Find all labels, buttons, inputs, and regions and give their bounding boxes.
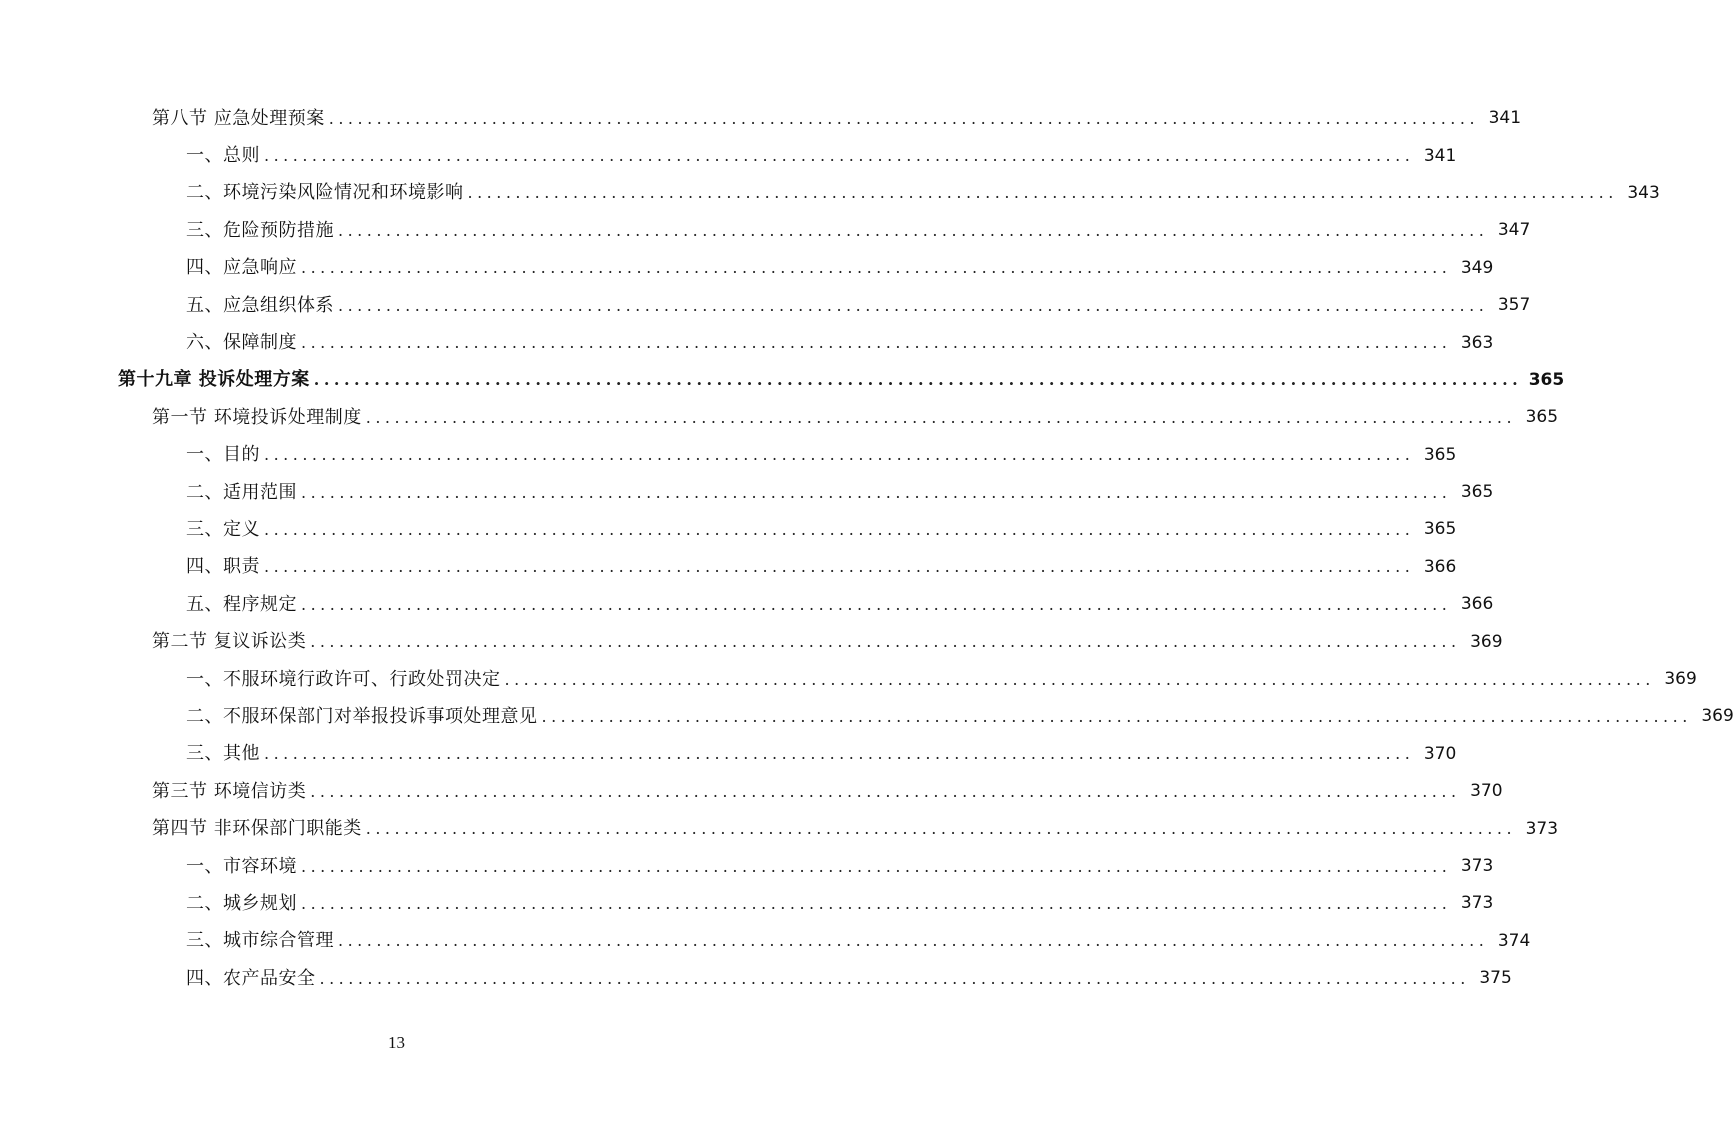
toc-entry-page: 365 [1525, 407, 1559, 428]
toc-subsection-entry[interactable] [0, 923, 1531, 960]
toc-subsection-entry[interactable] [0, 549, 1457, 586]
toc-entry-page: 365 [1528, 369, 1565, 390]
toc-entry-page: 349 [1460, 257, 1494, 278]
toc-subsection-entry[interactable] [0, 586, 1494, 623]
toc-entry-page: 370 [1423, 743, 1457, 764]
toc-section-entry[interactable] [0, 623, 1503, 660]
toc-entry-title: 三、城市综合管理 [186, 930, 334, 952]
toc-subsection-entry[interactable] [0, 885, 1494, 922]
toc-subsection-entry[interactable] [0, 698, 1734, 735]
toc-section-entry[interactable] [0, 399, 1559, 436]
page-number: 13 [388, 1033, 405, 1052]
toc-dot-leader: ........................................................................................................................ [264, 557, 1415, 577]
toc-entry-title: 二、城乡规划 [186, 892, 297, 914]
toc-dot-leader: ........................................................................................................................ [301, 856, 1452, 876]
toc-entry-title: 第三节 环境信访类 [152, 780, 307, 802]
toc-dot-leader: ........................................................................................................................ [301, 893, 1452, 913]
toc-dot-leader: ........................................................................................................................ [365, 819, 1517, 839]
toc-entry-title: 第八节 应急处理预案 [152, 107, 325, 129]
toc-subsection-entry[interactable] [0, 661, 1697, 698]
toc-section-entry[interactable] [0, 810, 1559, 847]
toc-dot-leader: ........................................................................................................................ [301, 482, 1452, 502]
table-of-contents [0, 100, 1734, 997]
toc-entry-title: 六、保障制度 [186, 332, 297, 354]
toc-dot-leader: ........................................................................................................................ [310, 632, 1461, 652]
toc-subsection-entry[interactable] [0, 324, 1494, 361]
toc-dot-leader: ........................................................................................................................ [310, 781, 1461, 801]
toc-subsection-entry[interactable] [0, 175, 1660, 212]
toc-subsection-entry[interactable] [0, 511, 1457, 548]
toc-entry-page: 373 [1525, 818, 1559, 839]
toc-subsection-entry[interactable] [0, 736, 1457, 773]
toc-section-entry[interactable] [0, 100, 1522, 137]
toc-entry-page: 343 [1627, 182, 1660, 203]
toc-subsection-entry[interactable] [0, 960, 1512, 997]
toc-subsection-entry[interactable] [0, 137, 1457, 174]
toc-entry-title: 三、其他 [186, 743, 260, 765]
toc-dot-leader: ........................................................................................................................ [365, 407, 1517, 427]
toc-entry-page: 369 [1470, 631, 1503, 652]
toc-entry-page: 373 [1460, 893, 1494, 914]
toc-subsection-entry[interactable] [0, 437, 1457, 474]
toc-entry-page: 369 [1664, 669, 1697, 690]
toc-dot-leader: ........................................................................................................................ [264, 146, 1415, 166]
toc-entry-page: 369 [1701, 706, 1734, 727]
toc-subsection-entry[interactable] [0, 287, 1531, 324]
toc-dot-leader: ........................................................................................................................ [313, 370, 1523, 390]
toc-entry-title: 第十九章 投诉处理方案 [118, 369, 310, 391]
toc-entry-title: 第一节 环境投诉处理制度 [152, 406, 362, 428]
toc-entry-title: 四、应急响应 [186, 257, 297, 279]
toc-entry-page: 365 [1460, 482, 1494, 503]
toc-subsection-entry[interactable] [0, 474, 1494, 511]
toc-entry-title: 第四节 非环保部门职能类 [152, 818, 362, 840]
toc-dot-leader: ........................................................................................................................ [319, 968, 1470, 988]
toc-entry-title: 一、目的 [186, 444, 260, 466]
toc-entry-title: 三、危险预防措施 [186, 219, 334, 241]
toc-entry-title: 二、不服环保部门对举报投诉事项处理意见 [186, 705, 538, 727]
toc-entry-title: 一、不服环境行政许可、行政处罚决定 [186, 668, 501, 690]
toc-entry-title: 三、定义 [186, 518, 260, 540]
toc-section-entry[interactable] [0, 773, 1503, 810]
toc-dot-leader: ........................................................................................................................ [338, 295, 1489, 315]
toc-dot-leader: ........................................................................................................................ [467, 183, 1618, 203]
toc-dot-leader: ........................................................................................................................ [541, 706, 1692, 726]
toc-entry-page: 366 [1423, 556, 1457, 577]
toc-dot-leader: ........................................................................................................................ [264, 519, 1415, 539]
toc-chapter-entry[interactable] [0, 362, 1565, 399]
toc-dot-leader: ........................................................................................................................ [328, 108, 1480, 128]
toc-subsection-entry[interactable] [0, 848, 1494, 885]
toc-dot-leader: ........................................................................................................................ [338, 220, 1489, 240]
toc-entry-page: 365 [1423, 444, 1457, 465]
toc-entry-page: 374 [1497, 930, 1531, 951]
toc-entry-title: 四、职责 [186, 556, 260, 578]
toc-entry-title: 五、应急组织体系 [186, 294, 334, 316]
toc-entry-title: 第二节 复议诉讼类 [152, 631, 307, 653]
toc-entry-title: 五、程序规定 [186, 593, 297, 615]
toc-entry-page: 347 [1497, 220, 1531, 241]
toc-entry-page: 357 [1497, 295, 1531, 316]
toc-entry-title: 一、市容环境 [186, 855, 297, 877]
toc-entry-title: 四、农产品安全 [186, 967, 316, 989]
toc-entry-page: 373 [1460, 856, 1494, 876]
toc-entry-title: 二、环境污染风险情况和环境影响 [186, 182, 464, 204]
toc-dot-leader: ........................................................................................................................ [338, 931, 1489, 951]
toc-dot-leader: ........................................................................................................................ [264, 445, 1415, 465]
toc-entry-page: 341 [1488, 108, 1522, 129]
toc-subsection-entry[interactable] [0, 250, 1494, 287]
toc-entry-page: 370 [1470, 781, 1503, 802]
toc-dot-leader: ........................................................................................................................ [264, 744, 1415, 764]
toc-dot-leader: ........................................................................................................................ [301, 594, 1452, 614]
toc-dot-leader: ........................................................................................................................ [301, 258, 1452, 278]
toc-entry-title: 一、总则 [186, 145, 260, 167]
toc-entry-page: 341 [1423, 145, 1457, 166]
toc-dot-leader: ........................................................................................................................ [301, 333, 1452, 353]
toc-entry-title: 二、适用范围 [186, 481, 297, 503]
toc-entry-page: 375 [1479, 968, 1512, 989]
toc-entry-page: 363 [1460, 332, 1494, 353]
toc-subsection-entry[interactable] [0, 212, 1531, 249]
toc-entry-page: 365 [1423, 519, 1457, 540]
toc-dot-leader: ........................................................................................................................ [504, 669, 1655, 689]
toc-entry-page: 366 [1460, 594, 1494, 615]
